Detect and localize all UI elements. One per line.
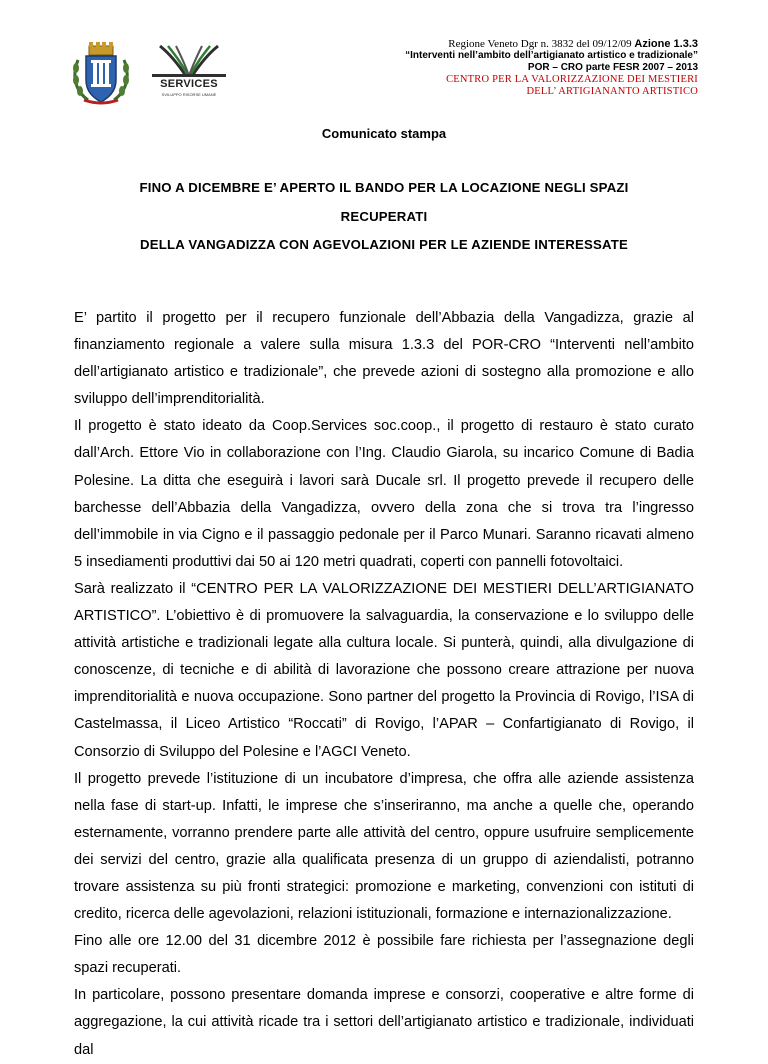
- document-type-label: Comunicato stampa: [321, 126, 447, 141]
- header-line-1: [278, 38, 698, 50]
- body-paragraph: E’ partito il progetto per il recupero funzionale dell’Abbazia della Vangadizza, grazie al finanziamento regionale a valere sulla misura 1.3.3 del POR-CRO “Interventi nell’ambito dell’artigianato artistico e tradizionale”, che prevede azioni di sostegno alla promozione e allo sviluppo dell’imprenditorialità.: [74, 310, 694, 408]
- body-text: [74, 305, 694, 1064]
- body-paragraph: Sarà realizzato il “CENTRO PER LA VALORIZZAZIONE DEI MESTIERI DELL’ARTIGIANATO ARTISTICO”. L’obiettivo è di promuovere la salvaguardia, la conservazione e lo sviluppo delle attività artistiche e tradizionali legate alla cultura locale. Si punterà, quindi, alla divulgazione di conoscenze, di tecniche e di abilità di lavorazione che possono creare attrazione per nuova imprenditorialità e nuova occupazione. Sono partner del progetto la Provincia di Rovigo, l’ISA di Castelmassa, il Liceo Artistico “Roccati” di Rovigo, l’APAR – Confartigianato di Rovigo, il Consorzio di Sviluppo del Polesine e l’AGCI Veneto.: [74, 580, 694, 760]
- services-logo-subtitle: SVILUPPO RISORSE UMANE: [161, 92, 217, 97]
- body-paragraph: In particolare, possono presentare domanda imprese e consorzi, cooperative e altre forme di aggregazione, la cui attività ricade tra i settori dell’artigianato artistico e tradizionale, individuati dal: [74, 987, 694, 1058]
- header-red-line-1: CENTRO PER LA VALORIZZAZIONE DEI MESTIERI: [446, 74, 698, 85]
- body-paragraph: Il progetto prevede l’istituzione di un incubatore d’impresa, che offra alle aziende assistenza nella fase di start-up. Infatti, le imprese che s’inseriranno, ma anche a quelle che, operando esternamente, vorranno prendere parte alle attività del centro, oppure usufruire semplicemente dei servizi del centro, grazie alla qualificata presenza di un gruppo di aziendalisti, potranno trovare assistenza su più fronti strategici: promozione e marketing, convenzioni con istituti di credito, ricerca delle agevolazioni, relazioni istituzionali, formazione e internazionalizzazione.: [74, 770, 694, 923]
- body-paragraph: Il progetto è stato ideato da Coop.Services soc.coop., il progetto di restauro è stato curato dall’Arch. Ettore Vio in collaborazione con l’Ing. Claudio Giarola, su incarico Comune di Badia Polesine. La ditta che eseguirà i lavori sarà Ducale srl. Il progetto prevede il recupero delle barchesse dell’Abbazia della Vangadizza, ovvero della zona che si trova tra l’ingresso dell’immobile in via Cigno e il passaggio pedonale per il Parco Munari. Saranno ricavati almeno 5 insediamenti produttivi dai 50 ai 120 metri quadrati, coperti con pannelli fotovoltaici.: [74, 418, 694, 570]
- header-info: [278, 38, 698, 98]
- header-azione: Azione 1.3.3: [634, 38, 698, 50]
- municipal-crest-icon: [70, 40, 132, 106]
- body-paragraph: Fino alle ore 12.00 del 31 dicembre 2012 è possibile fare richiesta per l’assegnazione degli spazi recuperati.: [74, 933, 694, 977]
- services-emblem-icon: [150, 44, 228, 78]
- header-line-3: POR – CRO parte FESR 2007 – 2013: [527, 62, 698, 73]
- headline-line-1: FINO A DICEMBRE E’ APERTO IL BANDO PER LA LOCAZIONE NEGLI SPAZI: [139, 180, 629, 195]
- services-logo: [150, 44, 228, 100]
- header-red-line-2: DELL’ ARTIGIANANTO ARTISTICO: [526, 86, 698, 97]
- headline-line-3: DELLA VANGADIZZA CON AGEVOLAZIONI PER LE AZIENDE INTERESSATE: [140, 237, 628, 252]
- header-line-2: “Interventi nell’ambito dell’artigianato artistico e tradizionale”: [405, 50, 698, 61]
- headline-line-2: RECUPERATI: [340, 209, 428, 224]
- header-dgr: Regione Veneto Dgr n. 3832 del 09/12/09: [448, 38, 632, 50]
- services-logo-name: SERVICES: [160, 78, 218, 90]
